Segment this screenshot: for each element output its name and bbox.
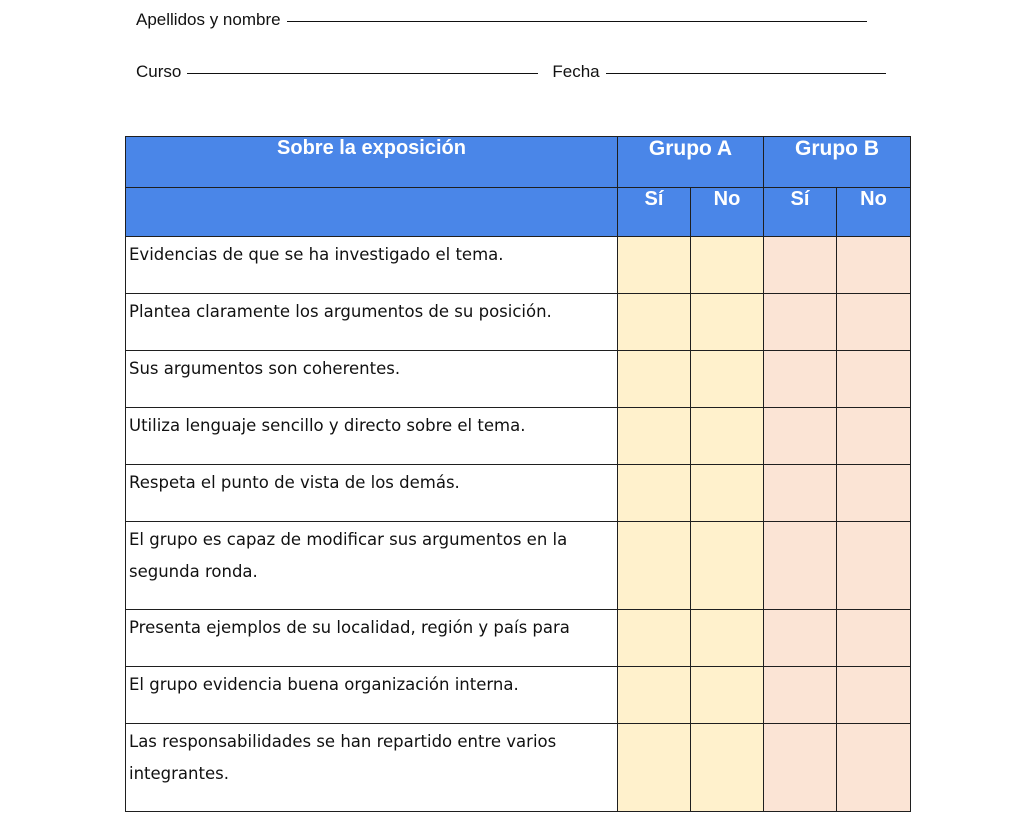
group-a-yes-cell[interactable] xyxy=(618,522,691,610)
group-b-no-cell[interactable] xyxy=(837,724,911,812)
group-a-header: Grupo A xyxy=(618,137,764,188)
group-b-no-cell[interactable] xyxy=(837,294,911,351)
group-b-no-cell[interactable] xyxy=(837,610,911,667)
criterion-text: Las responsabilidades se han repartido entre varios integrantes. xyxy=(126,724,618,812)
group-a-no-cell[interactable] xyxy=(691,351,764,408)
group-b-yes-cell[interactable] xyxy=(764,351,837,408)
table-title-header: Sobre la exposición xyxy=(126,137,618,188)
group-b-no-header: No xyxy=(837,188,911,237)
group-b-yes-cell[interactable] xyxy=(764,237,837,294)
table-row xyxy=(126,237,911,294)
group-b-no-cell[interactable] xyxy=(837,237,911,294)
group-b-yes-cell[interactable] xyxy=(764,610,837,667)
criteria-subheader-blank xyxy=(126,188,618,237)
group-a-no-cell[interactable] xyxy=(691,237,764,294)
name-label: Apellidos y nombre xyxy=(136,10,281,29)
table-row xyxy=(126,724,911,812)
table-row xyxy=(126,667,911,724)
criterion-text: Evidencias de que se ha investigado el tema. xyxy=(126,237,618,294)
name-field-row xyxy=(136,10,867,30)
group-a-yes-cell[interactable] xyxy=(618,351,691,408)
group-b-no-cell[interactable] xyxy=(837,351,911,408)
criterion-text: Utiliza lenguaje sencillo y directo sobre el tema. xyxy=(126,408,618,465)
group-b-yes-cell[interactable] xyxy=(764,408,837,465)
table-row xyxy=(126,465,911,522)
group-b-yes-cell[interactable] xyxy=(764,465,837,522)
course-label: Curso xyxy=(136,62,182,81)
group-a-no-cell[interactable] xyxy=(691,610,764,667)
group-a-yes-cell[interactable] xyxy=(618,408,691,465)
criterion-text: Presenta ejemplos de su localidad, región y país para xyxy=(126,610,618,667)
group-a-no-cell[interactable] xyxy=(691,294,764,351)
group-b-no-cell[interactable] xyxy=(837,522,911,610)
criterion-text: El grupo evidencia buena organización interna. xyxy=(126,667,618,724)
date-label: Fecha xyxy=(552,62,600,81)
group-b-yes-cell[interactable] xyxy=(764,724,837,812)
group-b-header: Grupo B xyxy=(764,137,911,188)
group-b-yes-cell[interactable] xyxy=(764,294,837,351)
group-a-yes-header: Sí xyxy=(618,188,691,237)
group-a-no-cell[interactable] xyxy=(691,522,764,610)
evaluation-rubric-table xyxy=(125,136,911,812)
table-row xyxy=(126,294,911,351)
criterion-text: Sus argumentos son coherentes. xyxy=(126,351,618,408)
group-a-no-cell[interactable] xyxy=(691,408,764,465)
group-a-no-cell[interactable] xyxy=(691,724,764,812)
table-row xyxy=(126,610,911,667)
group-b-yes-cell[interactable] xyxy=(764,667,837,724)
group-a-yes-cell[interactable] xyxy=(618,465,691,522)
group-a-no-cell[interactable] xyxy=(691,667,764,724)
criterion-text: Respeta el punto de vista de los demás. xyxy=(126,465,618,522)
course-blank-line[interactable] xyxy=(187,72,538,74)
group-a-no-cell[interactable] xyxy=(691,465,764,522)
name-blank-line[interactable] xyxy=(287,20,867,22)
group-b-no-cell[interactable] xyxy=(837,465,911,522)
group-b-no-cell[interactable] xyxy=(837,667,911,724)
group-a-no-header: No xyxy=(691,188,764,237)
group-a-yes-cell[interactable] xyxy=(618,610,691,667)
criterion-text: El grupo es capaz de modificar sus argumentos en la segunda ronda. xyxy=(126,522,618,610)
group-b-yes-header: Sí xyxy=(764,188,837,237)
group-a-yes-cell[interactable] xyxy=(618,667,691,724)
table-row xyxy=(126,522,911,610)
group-b-no-cell[interactable] xyxy=(837,408,911,465)
table-row xyxy=(126,351,911,408)
course-date-row xyxy=(136,62,886,82)
table-row xyxy=(126,408,911,465)
criterion-text: Plantea claramente los argumentos de su posición. xyxy=(126,294,618,351)
group-b-yes-cell[interactable] xyxy=(764,522,837,610)
group-a-yes-cell[interactable] xyxy=(618,237,691,294)
group-a-yes-cell[interactable] xyxy=(618,294,691,351)
group-a-yes-cell[interactable] xyxy=(618,724,691,812)
date-blank-line[interactable] xyxy=(606,72,886,74)
